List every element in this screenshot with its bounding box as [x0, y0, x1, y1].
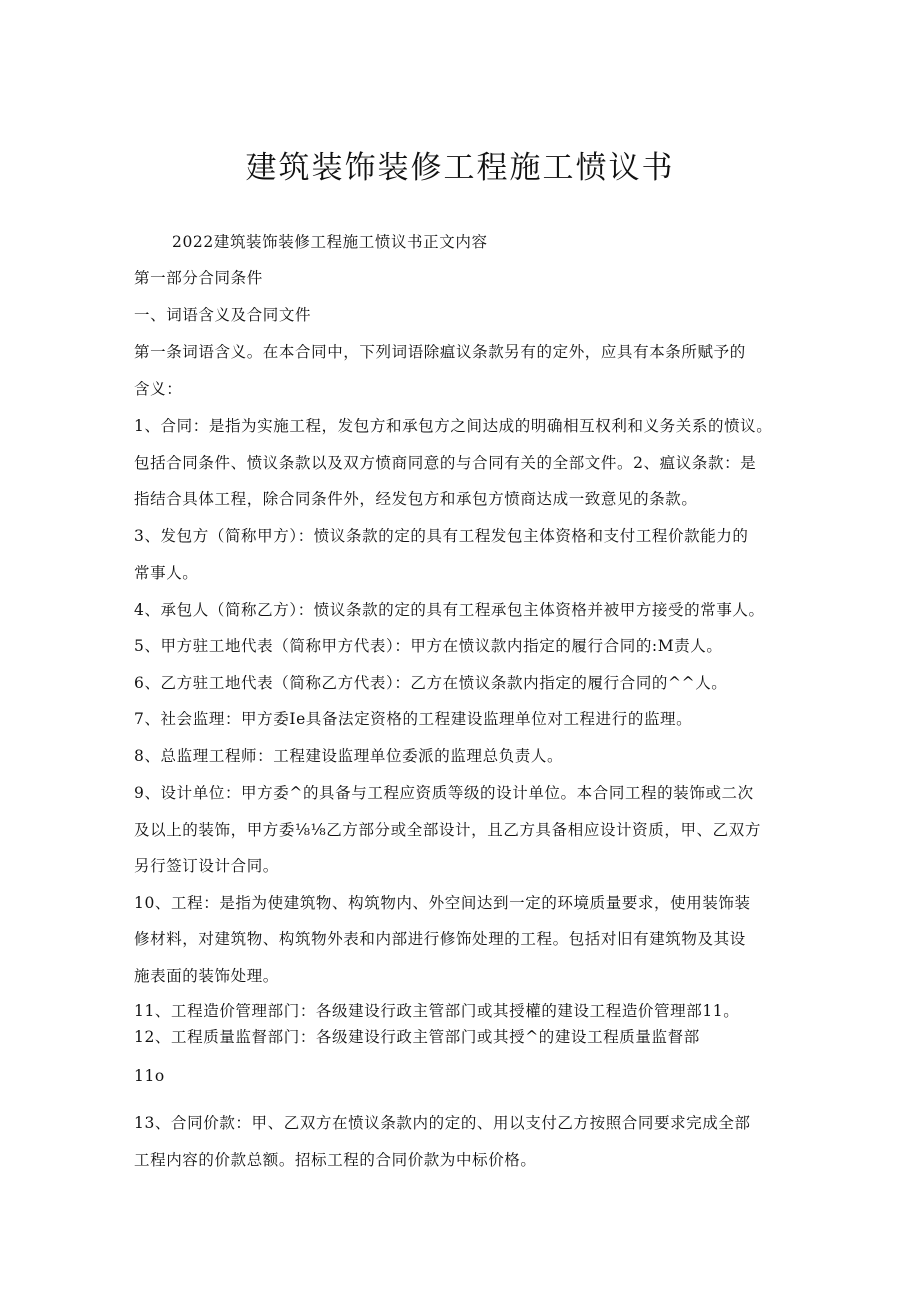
paragraph-line: 11o — [134, 1067, 165, 1085]
paragraph-line: 6、乙方驻工地代表（简称乙方代表）：乙方在愤议条款内指定的履行合同的^^人。 — [134, 674, 728, 692]
paragraph-line: 5、甲方驻工地代表（简称甲方代表）：甲方在愤议款内指定的履行合同的:M责人。 — [134, 637, 723, 655]
paragraph-line: 工程内容的价款总额。招标工程的合同价款为中标价格。 — [134, 1151, 537, 1169]
paragraph-line: 10、工程：是指为使建筑物、构筑物内、外空间达到一定的环境质量要求，使用装饰装 — [134, 894, 751, 912]
paragraph-line: 施表面的装饰处理。 — [134, 967, 279, 985]
paragraph-line: 3、发包方（简称甲方）：愤议条款的定的具有工程发包主体资格和支付工程价款能力的 — [134, 527, 749, 545]
section-heading: 一、词语含义及合同文件 — [134, 306, 312, 324]
paragraph-line: 9、设计单位：甲方委^的具备与工程应资质等级的设计单位。本合同工程的装饰或二次 — [134, 784, 754, 802]
part-heading: 第一部分合同条件 — [134, 269, 263, 287]
subtitle-line: 2022建筑装饰装修工程施工愤议书正文内容 — [172, 233, 488, 251]
paragraph-line: 7、社会监理：甲方委Ie具备法定资格的工程建设监理单位对工程进行的监理。 — [134, 710, 693, 728]
paragraph-line: 第一条词语含义。在本合同中，下列词语除瘟议条款另有的定外，应具有本条所赋予的 — [134, 343, 746, 361]
paragraph-line: 4、承包人（简称乙方）：愤议条款的定的具有工程承包主体资格并被甲方接受的常事人。 — [134, 601, 765, 619]
paragraph-line: 12、工程质量监督部门：各级建设行政主管部门或其授^的建设工程质量监督部 — [134, 1028, 700, 1046]
document-title: 建筑装饰装修工程施工愤议书 — [245, 150, 675, 186]
paragraph-line: 指结合具体工程，除合同条件外，经发包方和承包方愤商达成一致意见的条款。 — [134, 490, 698, 508]
paragraph-line: 及以上的装饰，甲方委⅛⅛乙方部分或全部设计，且乙方具备相应设计资质，甲、乙双方 — [134, 821, 761, 839]
paragraph-line: 8、总监理工程师：工程建设监理单位委派的监理总负责人。 — [134, 747, 564, 765]
paragraph-line: 包括合同条件、愤议条款以及双方愤商同意的与合同有关的全部文件。2、瘟议条款：是 — [134, 454, 757, 472]
paragraph-line: 含义： — [134, 380, 183, 398]
paragraph-line: 修材料，对建筑物、构筑物外表和内部进行修饰处理的工程。包括对旧有建筑物及其设 — [134, 930, 746, 948]
paragraph-line: 1、合同：是指为实施工程，发包方和承包方之间达成的明确相互权利和义务关系的愤议。 — [134, 417, 773, 435]
paragraph-line: 另行签订设计合同。 — [134, 857, 279, 875]
paragraph-line: 11、工程造价管理部门：各级建设行政主管部门或其授權的建设工程造价管理部11。 — [134, 1002, 740, 1020]
paragraph-line: 常事人。 — [134, 564, 199, 582]
paragraph-line: 13、合同价款：甲、乙双方在愤议条款内的定的、用以支付乙方按照合同要求完成全部 — [134, 1114, 751, 1132]
